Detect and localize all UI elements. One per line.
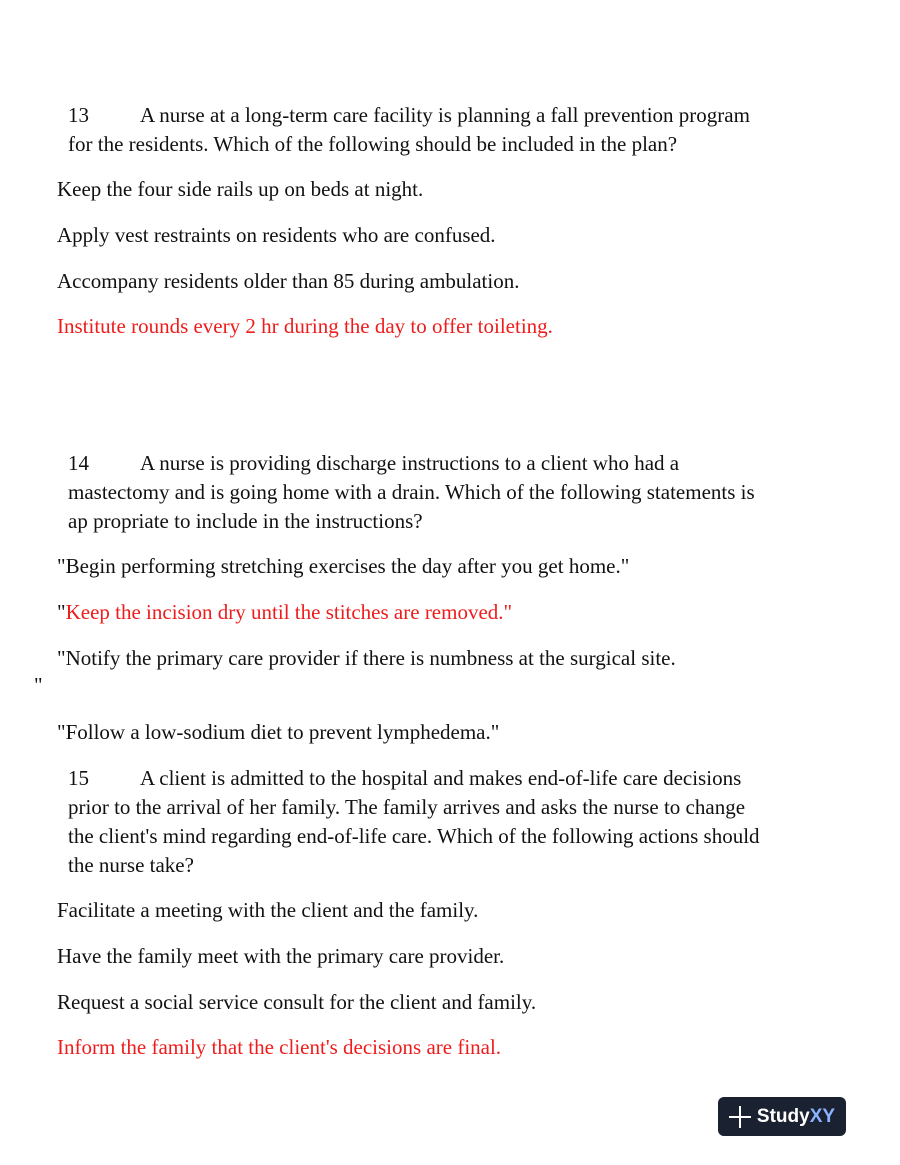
studyxy-logo-text: StudyXY <box>756 1105 836 1127</box>
question-14-option-3: "Notify the primary care provider if there is numbness at the surgical site. <box>57 646 676 670</box>
question-13-option-1: Keep the four side rails up on beds at night. <box>57 177 424 201</box>
question-13-stem-line-1: 13 A nurse at a long-term care facility is planning a fall prevention program <box>68 101 750 130</box>
question-15-stem-line-3: the client's mind regarding end-of-life care. Which of the following actions should <box>68 824 760 848</box>
question-13-number: 13 <box>68 103 89 127</box>
question-13-option-4-correct: Institute rounds every 2 hr during the day to offer toileting. <box>57 314 553 338</box>
question-15-option-3: Request a social service consult for the client and family. <box>57 990 537 1014</box>
question-15-number: 15 <box>68 766 89 790</box>
question-13-option-3: Accompany residents older than 85 during ambulation. <box>57 269 520 293</box>
question-14-stem-line-2: mastectomy and is going home with a drain. Which of the following statements is <box>68 480 755 504</box>
question-14-stem-line-1: 14 A nurse is providing discharge instructions to a client who had a <box>68 449 679 478</box>
question-14-option-3-closing-quote: " <box>34 673 43 697</box>
question-15-stem-line-4: the nurse take? <box>68 853 194 877</box>
question-13-stem-line-2: for the residents. Which of the following should be included in the plan? <box>68 132 678 156</box>
question-14-stem-line-3: ap propriate to include in the instructions? <box>68 509 423 533</box>
studyxy-logo-badge[interactable] <box>718 1097 846 1136</box>
plus-icon <box>729 1106 751 1128</box>
question-14-option-4: "Follow a low-sodium diet to prevent lymphedema." <box>57 720 500 744</box>
question-15-option-4-correct: Inform the family that the client's decisions are final. <box>57 1035 502 1059</box>
question-14-option-1: "Begin performing stretching exercises the day after you get home." <box>57 554 630 578</box>
question-15-stem-line-1: 15 A client is admitted to the hospital and makes end-of-life care decisions <box>68 764 741 793</box>
question-14-option-2-correct: "Keep the incision dry until the stitches are removed." <box>57 600 513 624</box>
question-13-option-2: Apply vest restraints on residents who are confused. <box>57 223 496 247</box>
question-15-stem-line-2: prior to the arrival of her family. The family arrives and asks the nurse to change <box>68 795 746 819</box>
question-15-option-2: Have the family meet with the primary care provider. <box>57 944 505 968</box>
question-15-option-1: Facilitate a meeting with the client and the family. <box>57 898 479 922</box>
question-14-number: 14 <box>68 451 89 475</box>
